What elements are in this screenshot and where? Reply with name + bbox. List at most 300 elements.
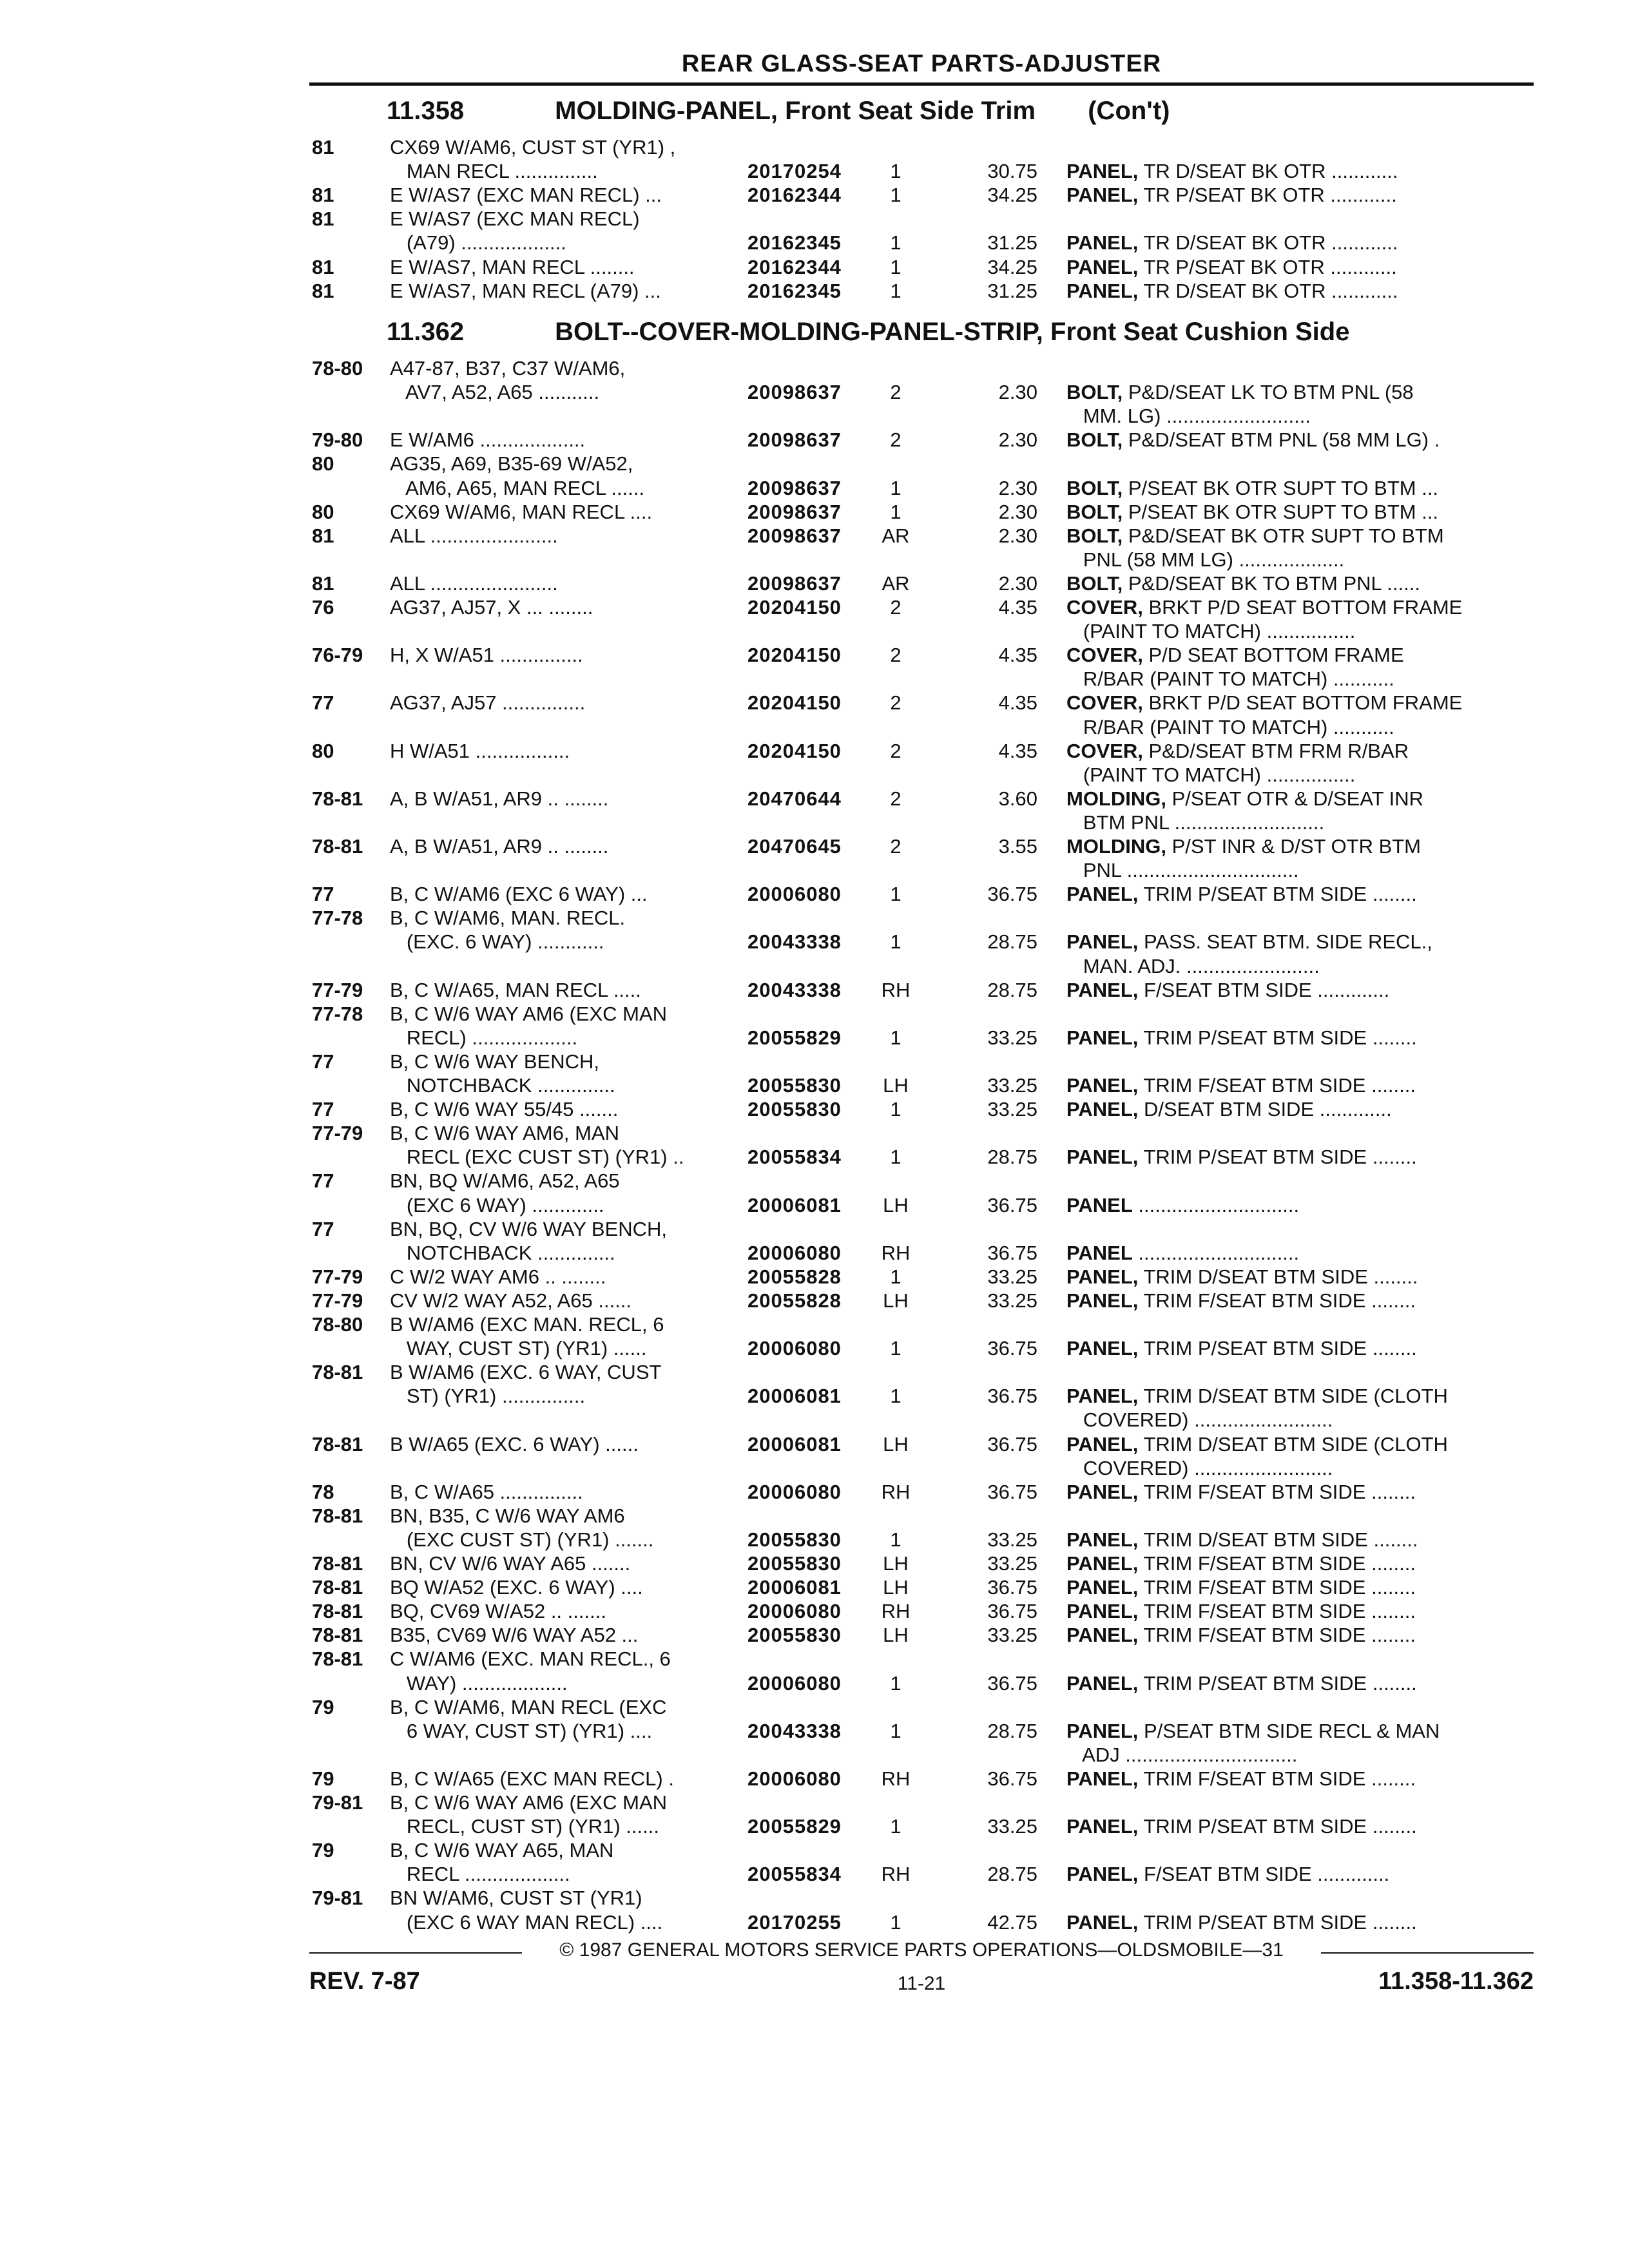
table-row bbox=[0, 595, 1629, 619]
quantity: 1 bbox=[890, 1385, 901, 1408]
model-description: H, X W/A51 ............... bbox=[390, 644, 583, 667]
model-description: B W/AM6 (EXC. 6 WAY, CUST bbox=[390, 1361, 662, 1384]
price: 2.30 bbox=[998, 381, 1037, 404]
table-row bbox=[0, 858, 1629, 882]
part-detail: MAN. ADJ. ........................ bbox=[1066, 954, 1320, 977]
table-row bbox=[0, 1719, 1629, 1743]
model-description: ST) (YR1) ............... bbox=[390, 1385, 586, 1408]
price: 28.75 bbox=[987, 1863, 1037, 1886]
year-code: 81 bbox=[312, 184, 334, 207]
model-description: CX69 W/AM6, MAN RECL .... bbox=[390, 500, 653, 523]
part-description bbox=[1066, 159, 1530, 183]
part-number: 20055830 bbox=[747, 1552, 842, 1575]
table-row bbox=[0, 667, 1629, 691]
part-name: PANEL, bbox=[1066, 1289, 1139, 1312]
table-row bbox=[0, 1432, 1629, 1456]
part-name: PANEL, bbox=[1066, 1480, 1139, 1503]
quantity: 2 bbox=[890, 428, 901, 452]
part-name: PANEL, bbox=[1066, 1576, 1139, 1599]
model-description: E W/AS7, MAN RECL (A79) ... bbox=[390, 279, 661, 302]
part-detail: P&D/SEAT BK OTR SUPT TO BTM bbox=[1123, 524, 1444, 547]
table-row bbox=[0, 1026, 1629, 1050]
year-code: 77-79 bbox=[312, 978, 363, 1001]
year-code: 77 bbox=[312, 1217, 334, 1240]
model-description: E W/AM6 ................... bbox=[390, 428, 586, 452]
part-detail: TRIM P/SEAT BTM SIDE ........ bbox=[1138, 1910, 1417, 1934]
table-row bbox=[0, 1002, 1629, 1026]
price: 33.25 bbox=[987, 1815, 1037, 1838]
part-description bbox=[1066, 763, 1530, 787]
model-description: NOTCHBACK .............. bbox=[390, 1074, 615, 1097]
part-number: 20470645 bbox=[747, 835, 842, 858]
header-rule bbox=[309, 82, 1534, 86]
price: 36.75 bbox=[987, 1241, 1037, 1264]
year-code: 78-81 bbox=[312, 1432, 363, 1456]
year-code: 78-81 bbox=[312, 835, 363, 858]
part-description bbox=[1066, 231, 1530, 255]
price: 33.25 bbox=[987, 1289, 1037, 1312]
part-description bbox=[1066, 500, 1530, 524]
table-row bbox=[0, 1265, 1629, 1289]
year-code: 81 bbox=[312, 279, 334, 302]
year-code: 78-80 bbox=[312, 357, 363, 380]
part-name: PANEL, bbox=[1066, 184, 1139, 207]
price: 33.25 bbox=[987, 1265, 1037, 1288]
year-code: 78-81 bbox=[312, 1361, 363, 1384]
price: 4.35 bbox=[998, 644, 1037, 667]
part-name: PANEL, bbox=[1066, 1815, 1139, 1838]
part-detail: TRIM F/SEAT BTM SIDE ........ bbox=[1138, 1289, 1416, 1312]
table-row bbox=[0, 500, 1629, 524]
price: 31.25 bbox=[987, 279, 1037, 302]
price: 30.75 bbox=[987, 160, 1037, 183]
part-detail: TR D/SEAT BK OTR ............ bbox=[1138, 160, 1398, 183]
part-name: PANEL, bbox=[1066, 1863, 1139, 1886]
part-detail: TRIM D/SEAT BTM SIDE (CLOTH bbox=[1138, 1432, 1448, 1456]
part-name: COVER, bbox=[1066, 739, 1143, 762]
part-description bbox=[1066, 548, 1530, 572]
part-description bbox=[1066, 643, 1530, 667]
part-detail: P&D/SEAT BTM PNL (58 MM LG) . bbox=[1123, 428, 1440, 452]
part-description bbox=[1066, 691, 1530, 715]
model-description: A, B W/A51, AR9 .. ........ bbox=[390, 835, 609, 858]
part-description bbox=[1066, 255, 1530, 279]
part-description bbox=[1066, 954, 1530, 978]
model-description: B W/AM6 (EXC MAN. RECL, 6 bbox=[390, 1313, 664, 1336]
quantity: LH bbox=[883, 1193, 909, 1216]
part-name: PANEL, bbox=[1066, 279, 1139, 302]
section-heading bbox=[387, 318, 1534, 347]
table-row bbox=[0, 1408, 1629, 1432]
part-detail: TRIM F/SEAT BTM SIDE ........ bbox=[1138, 1480, 1416, 1503]
year-code: 81 bbox=[312, 524, 334, 547]
model-description: A47-87, B37, C37 W/AM6, bbox=[390, 357, 626, 380]
price: 36.75 bbox=[987, 1337, 1037, 1360]
quantity: 2 bbox=[890, 739, 901, 762]
price: 36.75 bbox=[987, 1385, 1037, 1408]
table-row bbox=[0, 1312, 1629, 1336]
model-description: BQ W/A52 (EXC. 6 WAY) .... bbox=[390, 1576, 643, 1599]
model-description: B, C W/A65 ............... bbox=[390, 1480, 583, 1503]
page-number: 11-21 bbox=[897, 1973, 946, 1994]
price: 31.25 bbox=[987, 231, 1037, 255]
part-description bbox=[1066, 183, 1530, 207]
price: 36.75 bbox=[987, 1193, 1037, 1216]
part-name: PANEL, bbox=[1066, 1337, 1139, 1360]
model-description: RECL (EXC CUST ST) (YR1) .. bbox=[390, 1146, 684, 1169]
part-description bbox=[1066, 1552, 1530, 1575]
part-number: 20055834 bbox=[747, 1146, 842, 1169]
quantity: 1 bbox=[890, 500, 901, 523]
model-description: BN, B35, C W/6 WAY AM6 bbox=[390, 1504, 625, 1527]
table-row bbox=[0, 231, 1629, 255]
price: 36.75 bbox=[987, 1600, 1037, 1623]
quantity: RH bbox=[881, 1767, 911, 1790]
section-subtitle: (Con't) bbox=[1088, 97, 1170, 125]
part-number: 20055829 bbox=[747, 1815, 842, 1838]
year-code: 79-81 bbox=[312, 1791, 363, 1814]
quantity: AR bbox=[882, 524, 910, 547]
table-row bbox=[0, 1145, 1629, 1169]
price: 36.75 bbox=[987, 1671, 1037, 1695]
year-code: 78-81 bbox=[312, 1504, 363, 1527]
model-description: E W/AS7, MAN RECL ........ bbox=[390, 255, 635, 278]
year-code: 81 bbox=[312, 207, 334, 231]
part-name: BOLT, bbox=[1066, 476, 1123, 499]
part-description bbox=[1066, 572, 1530, 595]
table-row bbox=[0, 763, 1629, 787]
part-number: 20204150 bbox=[747, 596, 842, 619]
part-name: PANEL bbox=[1066, 1241, 1133, 1264]
part-number: 20170254 bbox=[747, 160, 842, 183]
model-description: NOTCHBACK .............. bbox=[390, 1241, 615, 1264]
year-code: 79-81 bbox=[312, 1887, 363, 1910]
part-name: BOLT, bbox=[1066, 500, 1123, 523]
part-name: PANEL, bbox=[1066, 1074, 1139, 1097]
year-code: 78-80 bbox=[312, 1313, 363, 1336]
table-row bbox=[0, 1623, 1629, 1647]
model-description: B, C W/A65, MAN RECL ..... bbox=[390, 978, 641, 1001]
quantity: RH bbox=[881, 1600, 911, 1623]
part-detail: ADJ ............................... bbox=[1066, 1743, 1298, 1766]
table-row bbox=[0, 1791, 1629, 1814]
year-code: 77-79 bbox=[312, 1265, 363, 1288]
price: 28.75 bbox=[987, 1719, 1037, 1742]
part-number: 20055830 bbox=[747, 1624, 842, 1647]
part-detail: (PAINT TO MATCH) ................ bbox=[1066, 620, 1356, 643]
part-detail: TRIM D/SEAT BTM SIDE (CLOTH bbox=[1138, 1385, 1448, 1408]
quantity: 2 bbox=[890, 644, 901, 667]
part-detail: TR D/SEAT BK OTR ............ bbox=[1138, 231, 1398, 255]
part-description bbox=[1066, 524, 1530, 548]
part-name: PANEL, bbox=[1066, 231, 1139, 255]
section-number: 11.362 bbox=[387, 318, 465, 346]
part-name: PANEL, bbox=[1066, 930, 1139, 954]
part-number: 20098637 bbox=[747, 572, 842, 595]
part-detail: P/D SEAT BOTTOM FRAME bbox=[1142, 644, 1404, 667]
price: 4.35 bbox=[998, 691, 1037, 715]
part-name: PANEL, bbox=[1066, 1385, 1139, 1408]
part-number: 20006080 bbox=[747, 1767, 842, 1790]
year-code: 78-81 bbox=[312, 787, 363, 810]
price: 28.75 bbox=[987, 978, 1037, 1001]
part-number: 20204150 bbox=[747, 691, 842, 715]
table-row bbox=[0, 207, 1629, 231]
year-code: 78-81 bbox=[312, 1648, 363, 1671]
quantity: 1 bbox=[890, 279, 901, 302]
part-number: 20006081 bbox=[747, 1193, 842, 1216]
part-detail: PNL (58 MM LG) ................... bbox=[1066, 548, 1345, 571]
part-detail: TR P/SEAT BK OTR ............ bbox=[1138, 184, 1397, 207]
price: 3.55 bbox=[998, 835, 1037, 858]
part-detail: P/SEAT OTR & D/SEAT INR bbox=[1166, 787, 1424, 810]
part-detail: R/BAR (PAINT TO MATCH) ........... bbox=[1066, 715, 1394, 738]
part-description bbox=[1066, 1241, 1530, 1265]
part-number: 20055834 bbox=[747, 1863, 842, 1886]
model-description: A, B W/A51, AR9 .. ........ bbox=[390, 787, 609, 810]
part-detail: MM. LG) .......................... bbox=[1066, 405, 1311, 428]
part-description bbox=[1066, 834, 1530, 858]
table-row bbox=[0, 1360, 1629, 1384]
part-description bbox=[1066, 930, 1530, 954]
part-number: 20006081 bbox=[747, 1432, 842, 1456]
table-row bbox=[0, 380, 1629, 404]
model-description: (EXC. 6 WAY) ............ bbox=[390, 930, 604, 954]
part-detail: P/SEAT BTM SIDE RECL & MAN bbox=[1138, 1719, 1440, 1742]
part-name: BOLT, bbox=[1066, 381, 1123, 404]
year-code: 79 bbox=[312, 1767, 334, 1790]
part-name: PANEL, bbox=[1066, 1265, 1139, 1288]
table-row bbox=[0, 691, 1629, 715]
table-row bbox=[0, 715, 1629, 739]
year-code: 81 bbox=[312, 572, 334, 595]
part-number: 20098637 bbox=[747, 428, 842, 452]
table-row bbox=[0, 572, 1629, 595]
part-description bbox=[1066, 882, 1530, 906]
part-detail: BRKT P/D SEAT BOTTOM FRAME bbox=[1142, 691, 1463, 715]
page-title: REAR GLASS-SEAT PARTS-ADJUSTER bbox=[681, 50, 1162, 77]
part-description bbox=[1066, 619, 1530, 643]
part-description bbox=[1066, 1432, 1530, 1456]
quantity: LH bbox=[883, 1576, 909, 1599]
part-name: BOLT, bbox=[1066, 572, 1123, 595]
quantity: 1 bbox=[890, 1719, 901, 1742]
quantity: 1 bbox=[890, 476, 901, 499]
part-number: 20055828 bbox=[747, 1265, 842, 1288]
part-name: PANEL, bbox=[1066, 1528, 1139, 1551]
part-description bbox=[1066, 1193, 1530, 1217]
part-name: COVER, bbox=[1066, 644, 1143, 667]
table-row bbox=[0, 1575, 1629, 1599]
year-code: 81 bbox=[312, 255, 334, 278]
part-number: 20170255 bbox=[747, 1910, 842, 1934]
quantity: 1 bbox=[890, 231, 901, 255]
quantity: 2 bbox=[890, 596, 901, 619]
model-description: B, C W/6 WAY 55/45 ....... bbox=[390, 1098, 619, 1121]
model-description: B35, CV69 W/6 WAY A52 ... bbox=[390, 1624, 639, 1647]
table-row bbox=[0, 1073, 1629, 1097]
model-description: BN, CV W/6 WAY A65 ....... bbox=[390, 1552, 631, 1575]
model-description: AV7, A52, A65 ........... bbox=[390, 381, 600, 404]
part-description bbox=[1066, 811, 1530, 834]
price: 33.25 bbox=[987, 1098, 1037, 1121]
part-detail: F/SEAT BTM SIDE ............. bbox=[1138, 1863, 1390, 1886]
model-description: B, C W/A65 (EXC MAN RECL) . bbox=[390, 1767, 674, 1790]
quantity: 1 bbox=[890, 184, 901, 207]
part-description bbox=[1066, 1862, 1530, 1886]
table-row bbox=[0, 1097, 1629, 1121]
table-row bbox=[0, 524, 1629, 548]
model-description: B, C W/6 WAY BENCH, bbox=[390, 1050, 599, 1073]
table-row bbox=[0, 1528, 1629, 1552]
year-code: 78-81 bbox=[312, 1552, 363, 1575]
part-description bbox=[1066, 279, 1530, 303]
table-row bbox=[0, 930, 1629, 954]
part-description bbox=[1066, 1575, 1530, 1599]
table-row bbox=[0, 739, 1629, 763]
table-row bbox=[0, 1050, 1629, 1073]
part-description bbox=[1066, 595, 1530, 619]
part-detail: PASS. SEAT BTM. SIDE RECL., bbox=[1138, 930, 1432, 954]
part-number: 20098637 bbox=[747, 476, 842, 499]
part-name: PANEL, bbox=[1066, 1600, 1139, 1623]
part-description bbox=[1066, 1910, 1530, 1934]
table-row bbox=[0, 906, 1629, 930]
model-description: B, C W/AM6, MAN RECL (EXC bbox=[390, 1695, 667, 1718]
part-number: 20006080 bbox=[747, 883, 842, 906]
part-description bbox=[1066, 1599, 1530, 1623]
table-row bbox=[0, 279, 1629, 303]
part-detail: PNL ............................... bbox=[1066, 859, 1299, 882]
part-name: PANEL bbox=[1066, 1193, 1133, 1216]
part-description bbox=[1066, 1408, 1530, 1432]
part-name: PANEL, bbox=[1066, 255, 1139, 278]
part-number: 20006080 bbox=[747, 1600, 842, 1623]
table-row bbox=[0, 255, 1629, 279]
table-row bbox=[0, 1336, 1629, 1360]
part-description bbox=[1066, 667, 1530, 691]
quantity: 1 bbox=[890, 1026, 901, 1049]
model-description: RECL, CUST ST) (YR1) ...... bbox=[390, 1815, 659, 1838]
year-code: 80 bbox=[312, 739, 334, 762]
price: 36.75 bbox=[987, 883, 1037, 906]
model-description: C W/AM6 (EXC. MAN RECL., 6 bbox=[390, 1648, 671, 1671]
quantity: AR bbox=[882, 572, 910, 595]
part-description bbox=[1066, 380, 1530, 404]
model-description: WAY, CUST ST) (YR1) ...... bbox=[390, 1337, 647, 1360]
part-number: 20055830 bbox=[747, 1074, 842, 1097]
part-detail: ............................. bbox=[1132, 1193, 1300, 1216]
quantity: RH bbox=[881, 1241, 911, 1264]
model-description: RECL ................... bbox=[390, 1863, 570, 1886]
part-name: MOLDING, bbox=[1066, 835, 1166, 858]
model-description: B, C W/6 WAY AM6 (EXC MAN bbox=[390, 1791, 668, 1814]
footer-copyright-line bbox=[309, 1939, 1534, 1965]
part-name: MOLDING, bbox=[1066, 787, 1166, 810]
table-row bbox=[0, 1121, 1629, 1145]
part-description bbox=[1066, 1480, 1530, 1504]
part-detail: TRIM P/SEAT BTM SIDE ........ bbox=[1138, 1337, 1417, 1360]
section-range: 11.358-11.362 bbox=[1378, 1968, 1534, 1995]
part-name: PANEL, bbox=[1066, 978, 1139, 1001]
table-row bbox=[0, 954, 1629, 978]
table-row bbox=[0, 135, 1629, 159]
part-name: PANEL, bbox=[1066, 1767, 1139, 1790]
table-row bbox=[0, 1743, 1629, 1767]
quantity: 1 bbox=[890, 1265, 901, 1288]
quantity: LH bbox=[883, 1432, 909, 1456]
section-number: 11.358 bbox=[387, 97, 465, 125]
part-detail: TRIM P/SEAT BTM SIDE ........ bbox=[1138, 1026, 1417, 1049]
price: 36.75 bbox=[987, 1480, 1037, 1503]
table-row bbox=[0, 356, 1629, 380]
quantity: 2 bbox=[890, 691, 901, 715]
price: 2.30 bbox=[998, 572, 1037, 595]
table-row bbox=[0, 1647, 1629, 1671]
year-code: 76-79 bbox=[312, 644, 363, 667]
part-description bbox=[1066, 1336, 1530, 1360]
table-row bbox=[0, 978, 1629, 1002]
part-detail: (PAINT TO MATCH) ................ bbox=[1066, 763, 1356, 786]
part-number: 20470644 bbox=[747, 787, 842, 810]
model-description: BN, BQ W/AM6, A52, A65 bbox=[390, 1169, 620, 1193]
model-description: MAN RECL ............... bbox=[390, 160, 598, 183]
part-description bbox=[1066, 404, 1530, 428]
part-detail: TRIM F/SEAT BTM SIDE ........ bbox=[1138, 1624, 1416, 1647]
model-description: CV W/2 WAY A52, A65 ...... bbox=[390, 1289, 632, 1312]
footer-row bbox=[309, 1968, 1534, 2000]
price: 2.30 bbox=[998, 428, 1037, 452]
part-name: PANEL, bbox=[1066, 1026, 1139, 1049]
part-number: 20006081 bbox=[747, 1385, 842, 1408]
price: 36.75 bbox=[987, 1576, 1037, 1599]
part-name: BOLT, bbox=[1066, 428, 1123, 452]
model-description: (EXC CUST ST) (YR1) ....... bbox=[390, 1528, 654, 1551]
year-code: 79 bbox=[312, 1839, 334, 1862]
price: 34.25 bbox=[987, 255, 1037, 278]
part-number: 20006080 bbox=[747, 1671, 842, 1695]
part-detail: R/BAR (PAINT TO MATCH) ........... bbox=[1066, 668, 1394, 691]
price: 36.75 bbox=[987, 1432, 1037, 1456]
part-number: 20055830 bbox=[747, 1098, 842, 1121]
year-code: 77-79 bbox=[312, 1122, 363, 1145]
part-description bbox=[1066, 1289, 1530, 1312]
table-row bbox=[0, 159, 1629, 183]
part-detail: P&D/SEAT LK TO BTM PNL (58 bbox=[1123, 381, 1414, 404]
part-name: COVER, bbox=[1066, 691, 1143, 715]
page-footer bbox=[309, 1939, 1534, 2000]
model-description: (A79) ................... bbox=[390, 231, 566, 255]
quantity: 1 bbox=[890, 930, 901, 954]
table-row bbox=[0, 548, 1629, 572]
year-code: 77 bbox=[312, 1169, 334, 1193]
part-description bbox=[1066, 858, 1530, 882]
part-description bbox=[1066, 1456, 1530, 1480]
part-detail: P&D/SEAT BTM FRM R/BAR bbox=[1142, 739, 1409, 762]
model-description: B, C W/6 WAY AM6, MAN bbox=[390, 1122, 619, 1145]
part-description bbox=[1066, 1743, 1530, 1767]
part-description bbox=[1066, 739, 1530, 763]
part-name: PANEL, bbox=[1066, 1552, 1139, 1575]
model-description: BQ, CV69 W/A52 .. ....... bbox=[390, 1600, 606, 1623]
table-row bbox=[0, 476, 1629, 500]
page-header bbox=[309, 50, 1534, 78]
part-detail: ............................. bbox=[1132, 1241, 1300, 1264]
table-row bbox=[0, 1193, 1629, 1217]
table-row bbox=[0, 1599, 1629, 1623]
price: 33.25 bbox=[987, 1552, 1037, 1575]
quantity: 1 bbox=[890, 1815, 901, 1838]
